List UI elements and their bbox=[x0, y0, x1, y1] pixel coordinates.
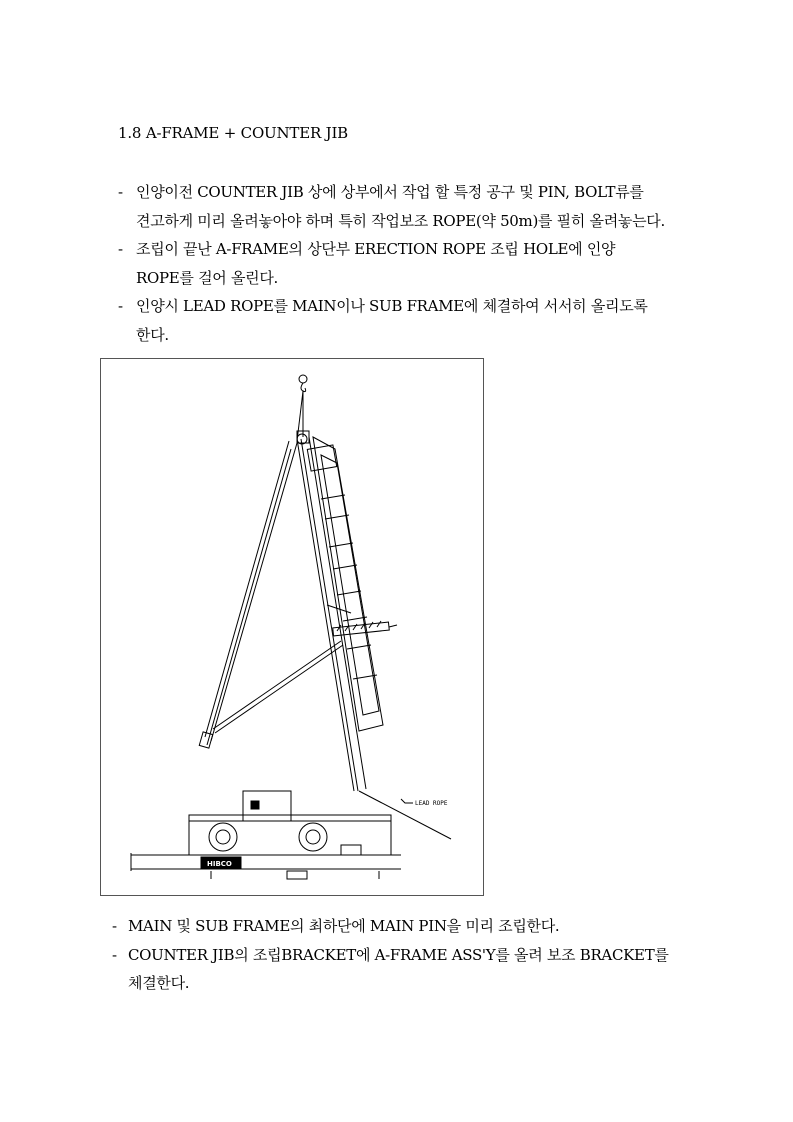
a-frame-leg bbox=[199, 441, 297, 748]
bullet-dash: - bbox=[118, 183, 123, 201]
technical-drawing-svg bbox=[101, 359, 485, 897]
erection-rope bbox=[297, 391, 303, 441]
crane-hook-icon bbox=[299, 375, 307, 392]
counter-jib bbox=[297, 431, 383, 731]
bullet-dash: - bbox=[112, 945, 117, 964]
list-item-line: 한다. bbox=[136, 325, 169, 344]
list-item-line: 인양시 LEAD ROPE를 MAIN이나 SUB FRAME에 체결하여 서서히 올리도록 bbox=[136, 297, 648, 315]
a-frame-erection-drawing bbox=[100, 358, 484, 896]
instruction-list-top bbox=[118, 178, 758, 349]
list-item-line: COUNTER JIB의 조립BRACKET에 A-FRAME ASS'Y를 올려 보조 BRACKET를 bbox=[128, 945, 669, 964]
instruction-list-bottom bbox=[112, 912, 762, 998]
list-item-line: MAIN 및 SUB FRAME의 최하단에 MAIN PIN을 미리 조립한다. bbox=[128, 917, 560, 935]
bullet-dash: - bbox=[118, 240, 123, 258]
list-item bbox=[112, 912, 762, 941]
bullet-dash: - bbox=[112, 917, 117, 935]
base-carriage bbox=[131, 791, 401, 879]
list-item-line: ROPE를 걸어 올린다. bbox=[136, 268, 278, 287]
list-item-line: 견고하게 미리 올려놓아야 하며 특히 작업보조 ROPE(약 50m)를 필히 올려놓는다. bbox=[136, 211, 665, 230]
nameplate-text: HIBCO bbox=[207, 860, 232, 868]
list-item bbox=[118, 178, 758, 235]
list-item bbox=[118, 292, 758, 349]
list-item-line: 인양이전 COUNTER JIB 상에 상부에서 작업 할 특정 공구 및 PIN, BOLT류를 bbox=[136, 183, 644, 201]
main-boom bbox=[297, 437, 366, 791]
list-item bbox=[118, 235, 758, 292]
section-heading: 1.8 A-FRAME + COUNTER JIB bbox=[118, 124, 348, 142]
lead-rope-label: LEAD ROPE bbox=[415, 800, 448, 807]
bullet-dash: - bbox=[118, 297, 123, 315]
list-item bbox=[112, 941, 762, 998]
list-item-line: 조립이 끝난 A-FRAME의 상단부 ERECTION ROPE 조립 HOLE에 인양 bbox=[136, 240, 616, 258]
list-item-line: 체결한다. bbox=[128, 974, 190, 992]
